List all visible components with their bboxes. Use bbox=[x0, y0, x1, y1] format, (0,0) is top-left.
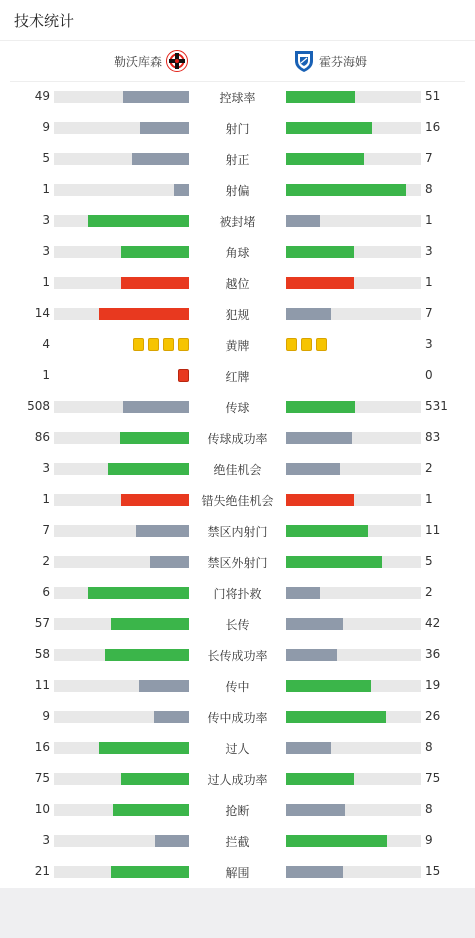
away-stat-value: 16 bbox=[425, 120, 441, 134]
stat-label: 传中 bbox=[225, 680, 250, 694]
home-stat-value: 49 bbox=[34, 89, 50, 103]
yellow-card-icon bbox=[286, 338, 297, 351]
home-stat-bar-fill bbox=[123, 401, 189, 413]
home-stat-bar-fill bbox=[99, 308, 189, 320]
away-stat-value: 83 bbox=[425, 430, 441, 444]
stat-label: 红牌 bbox=[225, 370, 250, 384]
away-stat-value: 42 bbox=[425, 616, 441, 630]
home-stat-bar-track bbox=[54, 277, 189, 289]
stat-label: 角球 bbox=[225, 246, 250, 260]
stat-row bbox=[0, 732, 475, 763]
away-stat-bar-track bbox=[286, 215, 421, 227]
away-stat-bar-fill bbox=[286, 432, 352, 444]
away-stat-value: 15 bbox=[425, 864, 441, 878]
stat-row bbox=[0, 298, 475, 329]
away-stat-bar-track bbox=[286, 804, 421, 816]
stat-label: 禁区外射门 bbox=[207, 556, 268, 570]
away-stat-bar-track bbox=[286, 525, 421, 537]
away-stat-bar-track bbox=[286, 184, 421, 196]
stat-row bbox=[0, 267, 475, 298]
yellow-card-icon bbox=[133, 338, 144, 351]
away-stat-bar-track bbox=[286, 432, 421, 444]
home-stat-bar-track bbox=[54, 308, 189, 320]
home-stat-bar-track bbox=[54, 215, 189, 227]
away-stat-bar-fill bbox=[286, 835, 387, 847]
home-stat-bar-fill bbox=[105, 649, 189, 661]
stat-row bbox=[0, 856, 475, 887]
home-stat-value: 1 bbox=[42, 492, 50, 506]
away-stat-value: 5 bbox=[425, 554, 433, 568]
away-stat-bar-fill bbox=[286, 587, 320, 599]
away-stat-bar-fill bbox=[286, 246, 354, 258]
home-stat-value: 4 bbox=[42, 337, 50, 351]
home-stat-bar-fill bbox=[108, 463, 189, 475]
home-stat-bar-track bbox=[54, 525, 189, 537]
home-stat-value: 9 bbox=[42, 120, 50, 134]
stat-row bbox=[0, 81, 475, 112]
home-stat-value: 7 bbox=[42, 523, 50, 537]
away-stat-bar-track bbox=[286, 618, 421, 630]
stat-row bbox=[0, 515, 475, 546]
page-title: 技术统计 bbox=[14, 12, 75, 30]
home-stat-bar-fill bbox=[99, 742, 189, 754]
home-stat-bar-track bbox=[54, 91, 189, 103]
away-stat-value: 1 bbox=[425, 213, 433, 227]
away-stat-bar-track bbox=[286, 246, 421, 258]
yellow-card-icon bbox=[316, 338, 327, 351]
stat-row bbox=[0, 112, 475, 143]
home-stat-bar-track bbox=[54, 742, 189, 754]
away-stat-bar-fill bbox=[286, 680, 371, 692]
away-stat-value: 26 bbox=[425, 709, 441, 723]
home-stat-bar-fill bbox=[140, 122, 189, 134]
home-stat-bar-fill bbox=[150, 556, 189, 568]
away-stat-value: 3 bbox=[425, 337, 433, 351]
away-stat-value: 19 bbox=[425, 678, 441, 692]
away-stat-value: 2 bbox=[425, 585, 433, 599]
stat-label: 拦截 bbox=[225, 835, 250, 849]
away-stat-bar-track bbox=[286, 153, 421, 165]
stat-label: 错失绝佳机会 bbox=[201, 494, 274, 508]
stat-label: 射正 bbox=[225, 153, 250, 167]
stat-label: 解围 bbox=[225, 866, 250, 880]
yellow-card-icon bbox=[148, 338, 159, 351]
home-stat-bar-fill bbox=[121, 277, 189, 289]
home-stat-bar-fill bbox=[121, 246, 189, 258]
stat-label: 长传成功率 bbox=[207, 649, 268, 663]
home-stat-value: 75 bbox=[34, 771, 50, 785]
stat-label: 黄牌 bbox=[225, 339, 250, 353]
away-stat-value: 0 bbox=[425, 368, 433, 382]
stat-label: 绝佳机会 bbox=[213, 463, 262, 477]
home-stat-bar-fill bbox=[132, 153, 189, 165]
away-stat-value: 1 bbox=[425, 492, 433, 506]
away-stat-bar-fill bbox=[286, 308, 331, 320]
home-stat-bar-fill bbox=[111, 618, 189, 630]
home-stat-bar-track bbox=[54, 866, 189, 878]
home-stat-value: 1 bbox=[42, 182, 50, 196]
away-stat-bar-fill bbox=[286, 773, 354, 785]
stat-row bbox=[0, 546, 475, 577]
away-stat-bar-fill bbox=[286, 525, 368, 537]
away-stat-bar-track bbox=[286, 463, 421, 475]
stat-row bbox=[0, 670, 475, 701]
home-stat-bar-track bbox=[54, 494, 189, 506]
away-stat-value: 8 bbox=[425, 740, 433, 754]
home-stat-bar-fill bbox=[88, 587, 189, 599]
away-stat-bar-track bbox=[286, 835, 421, 847]
stat-label: 犯规 bbox=[225, 308, 250, 322]
away-stat-bar-fill bbox=[286, 91, 355, 103]
home-stat-bar-fill bbox=[123, 91, 189, 103]
away-stat-bar-fill bbox=[286, 277, 354, 289]
home-stat-value: 16 bbox=[34, 740, 50, 754]
home-stat-bar-track bbox=[54, 804, 189, 816]
home-stat-bar-fill bbox=[111, 866, 189, 878]
away-stat-value: 7 bbox=[425, 151, 433, 165]
stat-row bbox=[0, 794, 475, 825]
away-stat-bar-track bbox=[286, 494, 421, 506]
hoffenheim-crest-icon[interactable] bbox=[292, 49, 316, 73]
stat-row bbox=[0, 360, 475, 391]
home-stat-bar-track bbox=[54, 649, 189, 661]
away-stat-bar-fill bbox=[286, 711, 386, 723]
stat-row bbox=[0, 825, 475, 856]
home-stat-bar-track bbox=[54, 680, 189, 692]
home-stat-bar-track bbox=[54, 711, 189, 723]
home-stat-bar-track bbox=[54, 835, 189, 847]
home-stat-bar-track bbox=[54, 463, 189, 475]
home-stat-value: 21 bbox=[34, 864, 50, 878]
stat-label: 射门 bbox=[225, 122, 250, 136]
home-stat-bar-fill bbox=[136, 525, 189, 537]
home-stat-value: 9 bbox=[42, 709, 50, 723]
away-team-name[interactable]: 霍芬海姆 bbox=[319, 55, 368, 69]
home-stat-bar-fill bbox=[155, 835, 189, 847]
stat-row bbox=[0, 577, 475, 608]
away-stat-bar-track bbox=[286, 587, 421, 599]
red-card-icon bbox=[178, 369, 189, 382]
home-stat-bar-track bbox=[54, 246, 189, 258]
away-stat-value: 1 bbox=[425, 275, 433, 289]
home-stat-bar-track bbox=[54, 773, 189, 785]
home-stat-value: 1 bbox=[42, 275, 50, 289]
stat-row bbox=[0, 701, 475, 732]
stat-row bbox=[0, 453, 475, 484]
away-stat-bar-fill bbox=[286, 215, 320, 227]
bayer-leverkusen-crest-icon[interactable] bbox=[166, 50, 188, 72]
away-stat-bar-track bbox=[286, 866, 421, 878]
home-stat-bar-track bbox=[54, 153, 189, 165]
away-stat-bar-track bbox=[286, 742, 421, 754]
away-stat-value: 36 bbox=[425, 647, 441, 661]
away-stat-value: 8 bbox=[425, 182, 433, 196]
away-stat-bar-track bbox=[286, 308, 421, 320]
yellow-card-icon bbox=[163, 338, 174, 351]
away-stat-bar-track bbox=[286, 711, 421, 723]
home-stat-bar-track bbox=[54, 122, 189, 134]
stat-label: 射偏 bbox=[225, 184, 250, 198]
stat-label: 禁区内射门 bbox=[207, 525, 268, 539]
home-stat-value: 58 bbox=[34, 647, 50, 661]
home-red-cards bbox=[178, 369, 189, 382]
away-stat-value: 531 bbox=[425, 399, 448, 413]
stat-row bbox=[0, 236, 475, 267]
stat-row bbox=[0, 608, 475, 639]
away-stat-value: 3 bbox=[425, 244, 433, 258]
away-stat-bar-track bbox=[286, 91, 421, 103]
away-stat-bar-track bbox=[286, 649, 421, 661]
stat-row bbox=[0, 143, 475, 174]
home-stat-bar-track bbox=[54, 556, 189, 568]
away-stat-bar-fill bbox=[286, 866, 343, 878]
home-team-name[interactable]: 勒沃库森 bbox=[114, 55, 163, 69]
away-stat-bar-fill bbox=[286, 742, 331, 754]
home-stat-value: 3 bbox=[42, 213, 50, 227]
home-stat-value: 14 bbox=[34, 306, 50, 320]
stat-row bbox=[0, 763, 475, 794]
away-stat-bar-track bbox=[286, 773, 421, 785]
away-stat-bar-fill bbox=[286, 618, 343, 630]
home-stat-value: 3 bbox=[42, 461, 50, 475]
stat-row bbox=[0, 329, 475, 360]
away-stat-value: 51 bbox=[425, 89, 441, 103]
home-stat-bar-track bbox=[54, 587, 189, 599]
home-stat-bar-fill bbox=[120, 432, 189, 444]
away-stat-bar-fill bbox=[286, 184, 406, 196]
home-stat-value: 57 bbox=[34, 616, 50, 630]
home-stat-bar-fill bbox=[113, 804, 189, 816]
stat-label: 传球成功率 bbox=[207, 432, 268, 446]
home-stat-bar-track bbox=[54, 401, 189, 413]
home-stat-bar-fill bbox=[88, 215, 189, 227]
home-stat-bar-fill bbox=[174, 184, 189, 196]
away-stat-bar-fill bbox=[286, 556, 382, 568]
home-stat-value: 10 bbox=[34, 802, 50, 816]
away-stat-bar-fill bbox=[286, 804, 345, 816]
stat-label: 传中成功率 bbox=[207, 711, 268, 725]
stat-row bbox=[0, 422, 475, 453]
home-stat-bar-fill bbox=[121, 494, 189, 506]
away-stat-value: 11 bbox=[425, 523, 441, 537]
home-stat-value: 86 bbox=[34, 430, 50, 444]
stat-label: 门将扑救 bbox=[213, 587, 262, 601]
stat-label: 抢断 bbox=[225, 804, 250, 818]
home-stat-bar-track bbox=[54, 184, 189, 196]
home-stat-value: 2 bbox=[42, 554, 50, 568]
away-stat-value: 9 bbox=[425, 833, 433, 847]
stat-label: 过人成功率 bbox=[207, 773, 268, 787]
yellow-card-icon bbox=[301, 338, 312, 351]
away-stat-bar-track bbox=[286, 680, 421, 692]
stat-label: 控球率 bbox=[219, 91, 256, 105]
stat-label: 长传 bbox=[225, 618, 250, 632]
away-stat-bar-fill bbox=[286, 122, 372, 134]
home-stat-value: 6 bbox=[42, 585, 50, 599]
home-stat-value: 11 bbox=[34, 678, 50, 692]
home-stat-bar-fill bbox=[121, 773, 189, 785]
away-stat-bar-track bbox=[286, 277, 421, 289]
title-divider bbox=[0, 40, 475, 41]
home-stat-bar-track bbox=[54, 432, 189, 444]
stat-row bbox=[0, 639, 475, 670]
home-stat-bar-fill bbox=[154, 711, 189, 723]
home-stat-bar-track bbox=[54, 618, 189, 630]
stat-label: 越位 bbox=[225, 277, 250, 291]
stat-row bbox=[0, 205, 475, 236]
away-stat-bar-fill bbox=[286, 153, 364, 165]
away-stat-value: 7 bbox=[425, 306, 433, 320]
away-stat-bar-fill bbox=[286, 494, 354, 506]
stat-label: 被封堵 bbox=[219, 215, 256, 229]
stat-label: 传球 bbox=[225, 401, 250, 415]
home-stat-value: 3 bbox=[42, 833, 50, 847]
away-stat-bar-track bbox=[286, 122, 421, 134]
home-stat-value: 508 bbox=[27, 399, 50, 413]
stat-row bbox=[0, 391, 475, 422]
away-stat-value: 2 bbox=[425, 461, 433, 475]
away-stat-bar-track bbox=[286, 556, 421, 568]
away-stat-value: 75 bbox=[425, 771, 441, 785]
home-yellow-cards bbox=[133, 338, 189, 351]
away-stat-bar-fill bbox=[286, 463, 340, 475]
home-stat-value: 5 bbox=[42, 151, 50, 165]
away-stat-bar-fill bbox=[286, 649, 337, 661]
away-stat-bar-fill bbox=[286, 401, 355, 413]
home-stat-value: 3 bbox=[42, 244, 50, 258]
stat-row bbox=[0, 174, 475, 205]
home-stat-value: 1 bbox=[42, 368, 50, 382]
stat-label: 过人 bbox=[225, 742, 250, 756]
stat-row bbox=[0, 484, 475, 515]
away-stat-bar-track bbox=[286, 401, 421, 413]
home-stat-bar-fill bbox=[139, 680, 189, 692]
away-stat-value: 8 bbox=[425, 802, 433, 816]
away-yellow-cards bbox=[286, 338, 327, 351]
yellow-card-icon bbox=[178, 338, 189, 351]
